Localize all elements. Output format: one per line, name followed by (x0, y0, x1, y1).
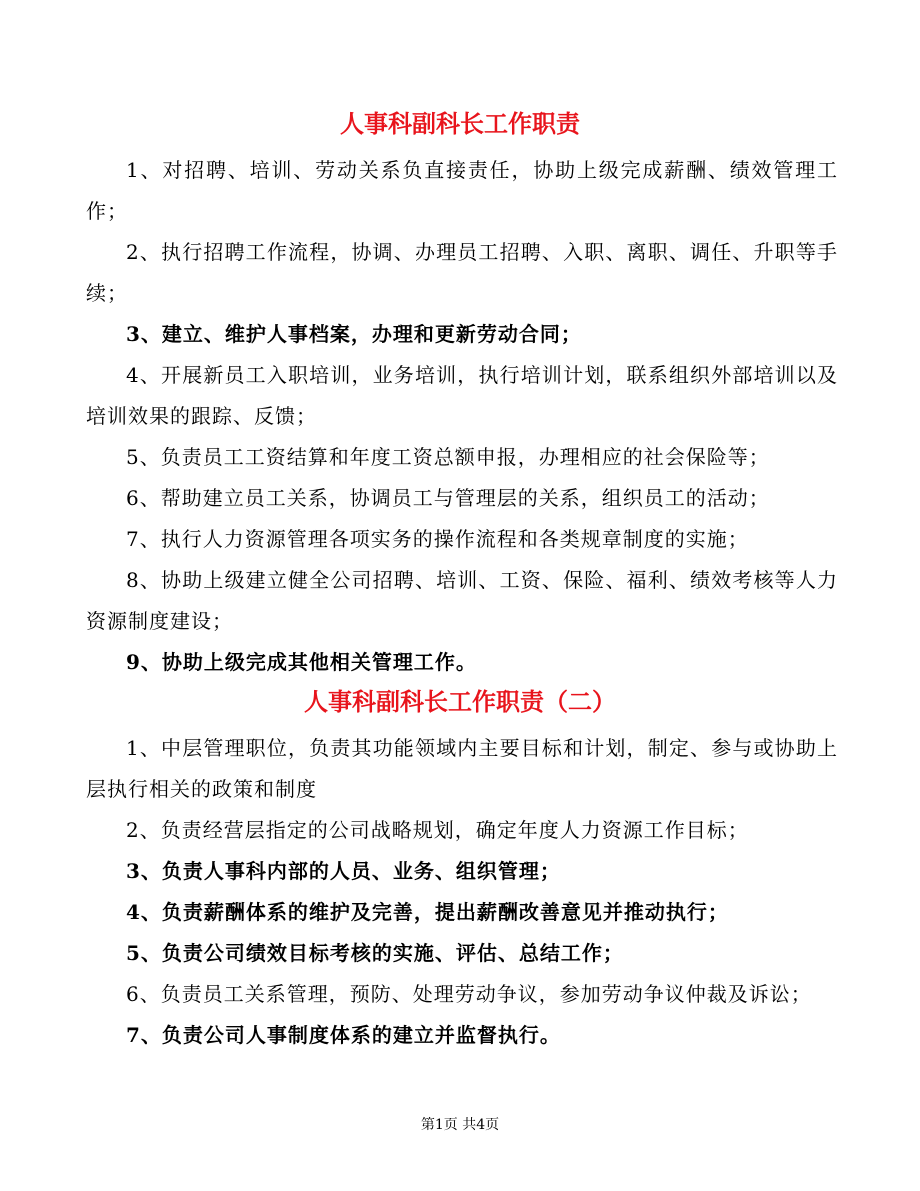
duty-item-7: 7、执行人力资源管理各项实务的操作流程和各类规章制度的实施； (126, 527, 749, 551)
duty-item-8: 8、协助上级建立健全公司招聘、培训、工资、保险、福利、绩效考核等人力资源制度建设； (86, 568, 838, 633)
duty2-item-6: 6、负责员工关系管理，预防、处理劳动争议，参加劳动争议仲裁及诉讼； (126, 982, 812, 1006)
section-2-body (86, 728, 838, 1056)
duty-item-4: 4、开展新员工入职培训，业务培训，执行培训计划，联系组织外部培训以及培训效果的跟踪、反馈； (86, 363, 838, 428)
duty2-item-4: 4、负责薪酬体系的维护及完善，提出薪酬改善意见并推动执行； (126, 900, 729, 924)
section-title-2: 人事科副科长工作职责（二） (304, 687, 616, 716)
page-number-footer: 第1页 共4页 (420, 1117, 500, 1133)
duty2-item-2: 2、负责经营层指定的公司战略规划，确定年度人力资源工作目标； (126, 818, 749, 842)
duty2-item-7: 7、负责公司人事制度体系的建立并监督执行。 (126, 1023, 561, 1047)
duty-item-2: 2、执行招聘工作流程，协调、办理员工招聘、入职、离职、调任、升职等手续； (86, 240, 838, 305)
duty2-item-3: 3、负责人事科内部的人员、业务、组织管理； (126, 859, 561, 883)
duty-item-9: 9、协助上级完成其他相关管理工作。 (126, 650, 477, 674)
duty-item-6: 6、帮助建立员工关系，协调员工与管理层的关系，组织员工的活动； (126, 486, 770, 510)
section-title-1: 人事科副科长工作职责 (340, 109, 580, 138)
section-1-body (86, 150, 838, 683)
duty-item-3: 3、建立、维护人事档案，办理和更新劳动合同； (126, 322, 582, 346)
duty-item-5: 5、负责员工工资结算和年度工资总额申报，办理相应的社会保险等； (126, 445, 770, 469)
duty2-item-1: 1、中层管理职位，负责其功能领域内主要目标和计划，制定、参与或协助上层执行相关的政策和制度 (86, 736, 838, 801)
duty-item-1: 1、对招聘、培训、劳动关系负直接责任，协助上级完成薪酬、绩效管理工作； (86, 158, 838, 223)
duty2-item-5: 5、负责公司绩效目标考核的实施、评估、总结工作； (126, 941, 624, 965)
